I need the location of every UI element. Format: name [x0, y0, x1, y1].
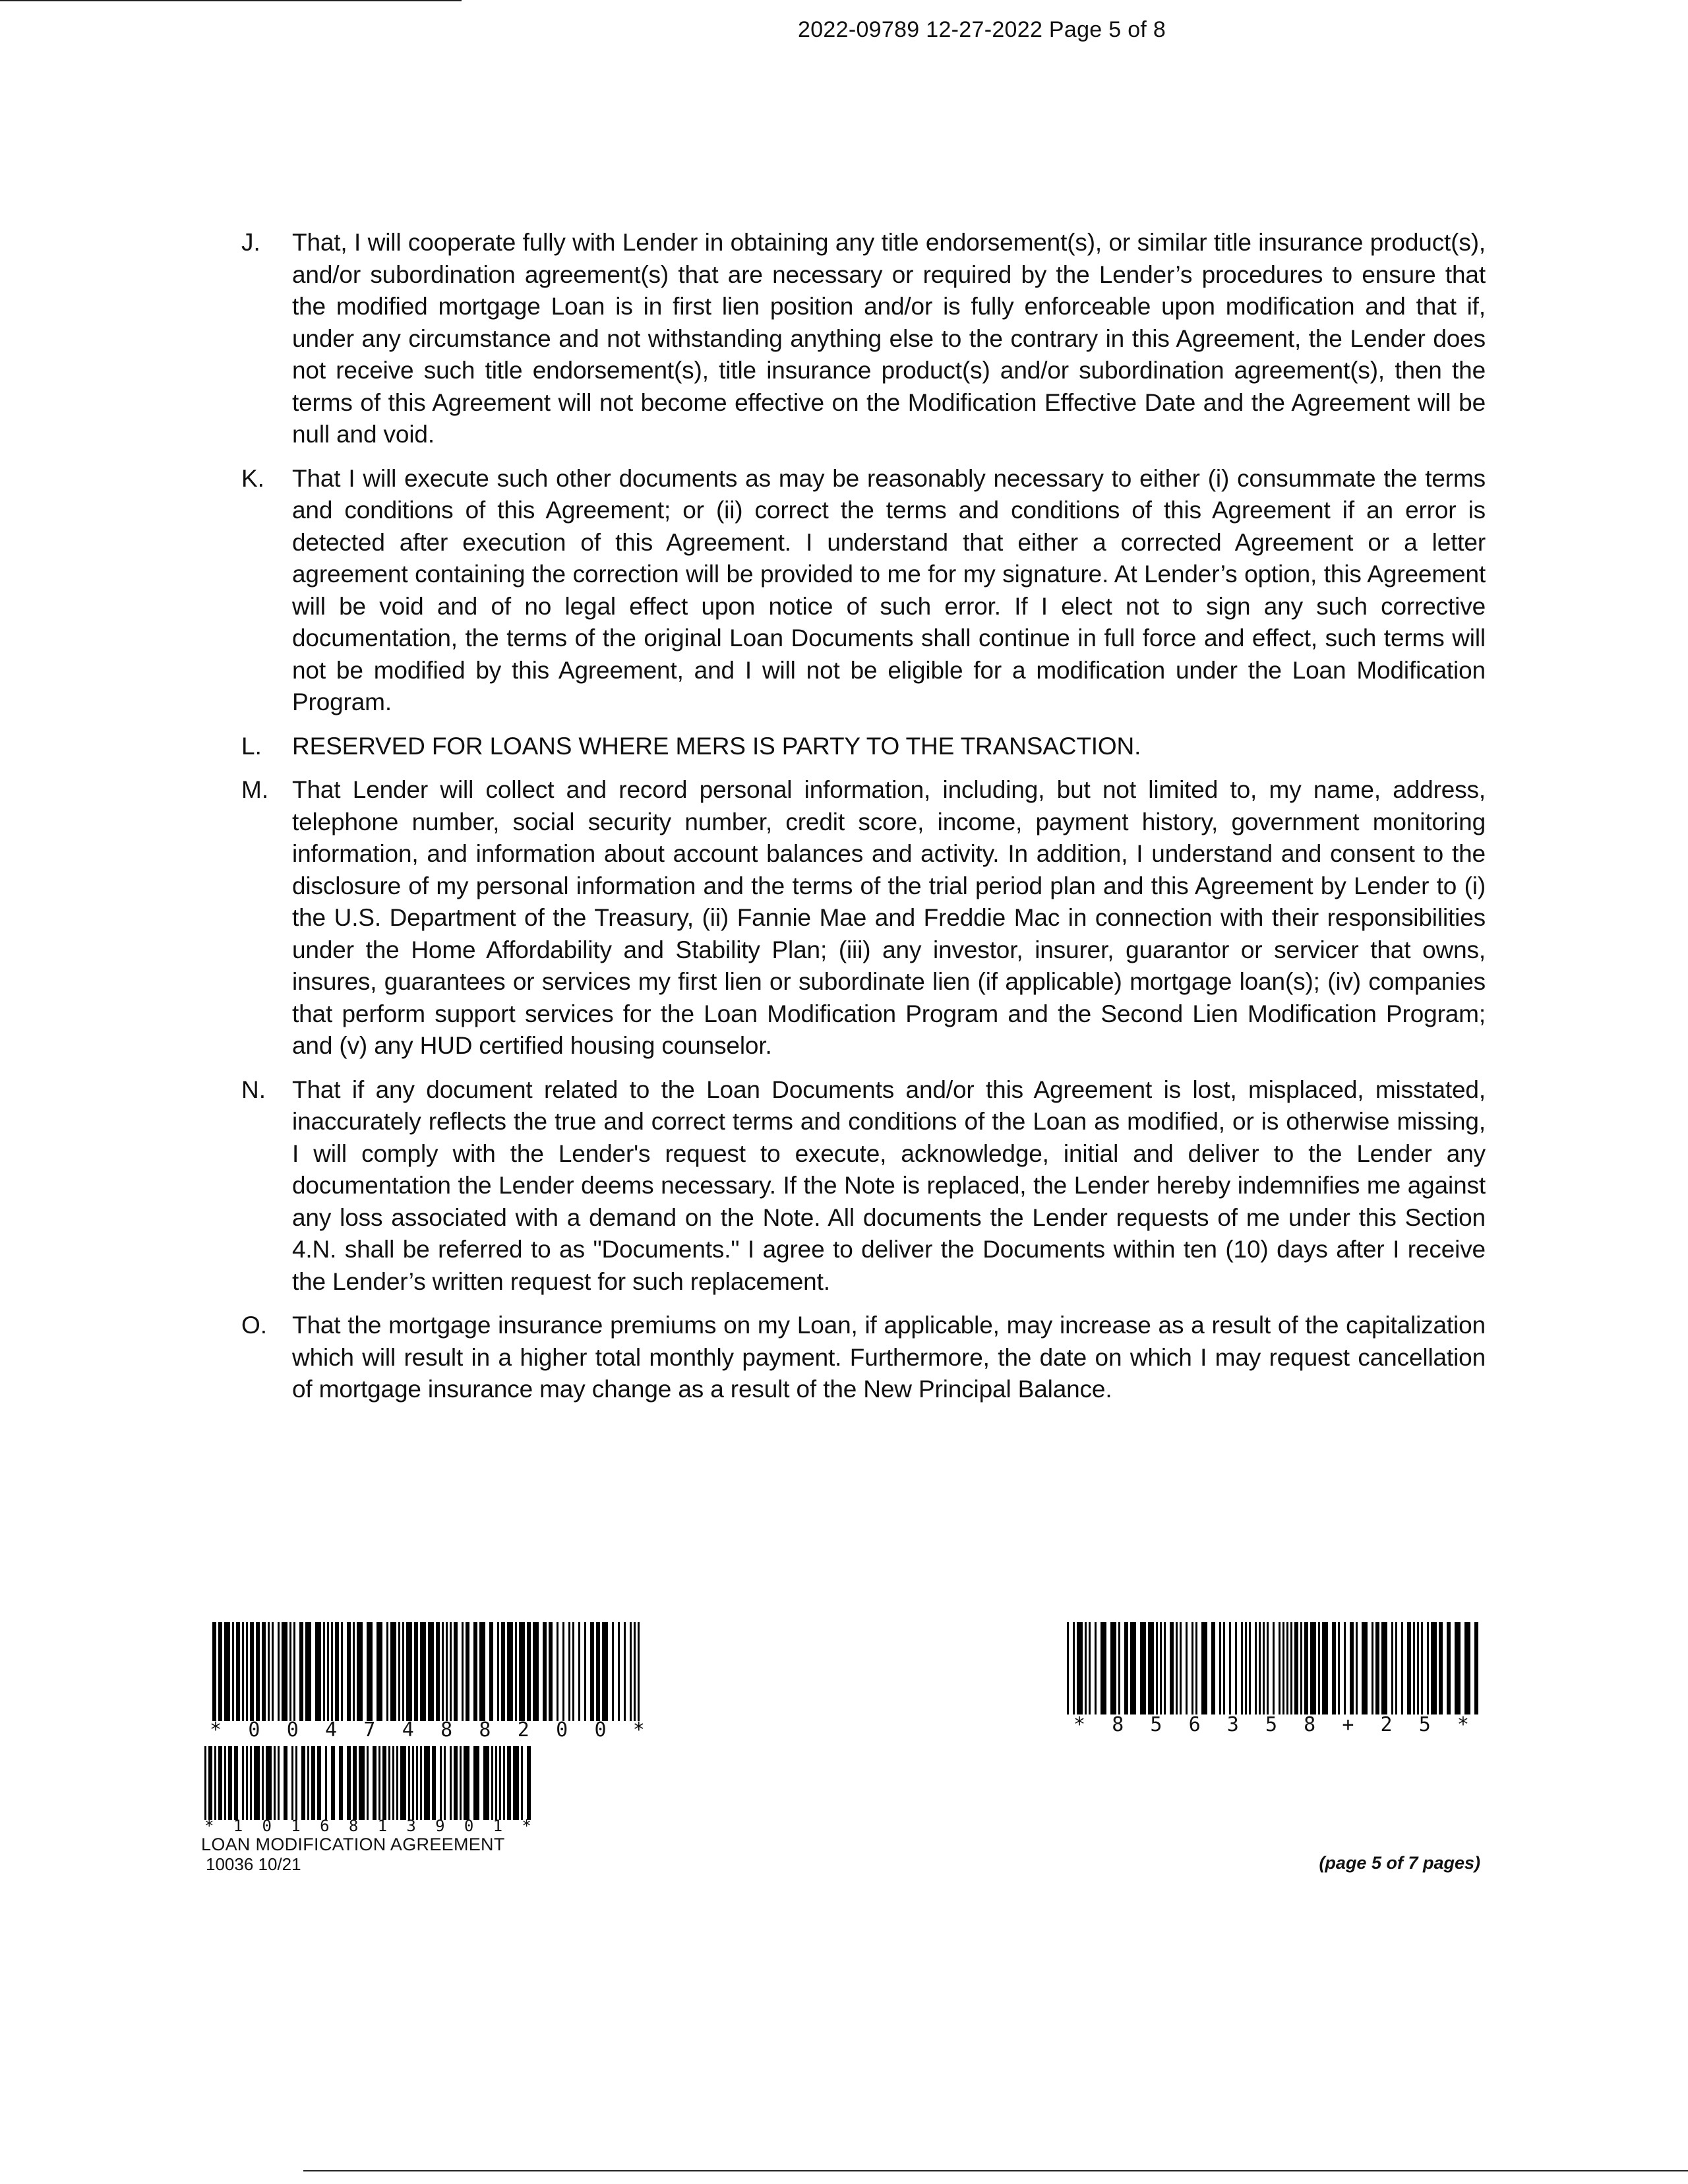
barcode-caption-char: 8 — [440, 1718, 453, 1742]
barcode-bar — [464, 1746, 469, 1820]
page-count: (page 5 of 7 pages) — [1319, 1853, 1480, 1873]
barcode-bar — [473, 1746, 479, 1820]
barcode-caption-char: * — [632, 1718, 645, 1742]
barcode-caption-char: 9 — [435, 1817, 445, 1835]
barcode-bar — [638, 1622, 640, 1721]
barcode-caption-char: 0 — [556, 1718, 568, 1742]
barcode-bar — [377, 1622, 382, 1721]
clause-list — [0, 227, 1688, 1418]
recording-stamp: 2022-09789 12-27-2022 Page 5 of 8 — [798, 17, 1166, 42]
clause-text: That if any document related to the Loan Documents and/or this Agreement is lost, misplaced, misstated, inaccurately reflects the true and correct terms and conditions of the Loan as modified, or is otherwise missing, I will comply with the Lender's request to execute, acknowledge, initial and deliver to the Lender any documentation the Lender deems necessary. If the Note is replaced, the Lender hereby indemnifies me against any loss associated with a demand on the Note. All documents the Lender requests of me under this Section 4.N. shall be referred to as "Documents." I agree to deliver the Documents within ten (10) days after I receive the Lender’s written request for such replacement. — [292, 1076, 1486, 1295]
barcode-bar — [1077, 1622, 1083, 1714]
barcode-caption-char: 0 — [594, 1718, 607, 1742]
clause-letter: L. — [241, 732, 262, 760]
barcode-bar — [1381, 1622, 1387, 1714]
barcode-bar — [602, 1622, 608, 1721]
barcode-bar — [1310, 1622, 1316, 1714]
barcode-bar — [359, 1746, 365, 1820]
clause-n — [0, 1074, 1688, 1298]
barcode-bar — [428, 1622, 434, 1721]
clause-text: That the mortgage insurance premiums on my Loan, if applicable, may increase as a result of the capitalization which will result in a higher total monthly payment. Furthermore, the date on which I may request cancellation of mortgage insurance may change as a result of the New Principal Balance. — [292, 1312, 1486, 1403]
clause-letter: M. — [241, 776, 269, 803]
barcode-bar — [1322, 1622, 1328, 1714]
barcode-caption-char: 1 — [493, 1817, 503, 1835]
barcode-bar — [527, 1746, 531, 1820]
clause-l — [0, 731, 1688, 763]
barcode-bar — [357, 1622, 363, 1721]
barcode-bar — [1474, 1622, 1478, 1714]
barcode-bar — [406, 1622, 412, 1721]
barcode-caption-char: 6 — [320, 1817, 330, 1835]
barcode-caption-char: 7 — [363, 1718, 376, 1742]
barcode-bar — [1130, 1622, 1136, 1714]
barcode-caption-char: 5 — [1150, 1713, 1162, 1736]
barcode-bar — [400, 1746, 406, 1820]
barcode-bar — [367, 1622, 373, 1721]
barcode-caption-char: 4 — [325, 1718, 338, 1742]
clause-text: RESERVED FOR LOANS WHERE MERS IS PARTY TO THE TRANSACTION. — [292, 732, 1141, 760]
clause-letter: N. — [241, 1076, 266, 1103]
barcode-bar — [513, 1746, 519, 1820]
barcode-caption-char: 2 — [517, 1718, 529, 1742]
barcode-bar — [519, 1622, 525, 1721]
clause-letter: O. — [241, 1312, 268, 1339]
barcode-bar — [305, 1622, 311, 1721]
barcode-caption-char: 8 — [1304, 1713, 1316, 1736]
form-code: 10036 10/21 — [206, 1854, 301, 1874]
barcode-bar — [507, 1622, 513, 1721]
clause-letter: K. — [241, 464, 264, 492]
barcode-bar — [254, 1746, 260, 1820]
barcode-reference — [1067, 1622, 1481, 1714]
top-edge-line — [0, 0, 462, 1]
barcode-reference-caption — [1073, 1713, 1469, 1736]
barcode-caption-char: 1 — [233, 1817, 243, 1835]
barcode-caption-char: 8 — [1112, 1713, 1124, 1736]
bottom-edge-line — [303, 2170, 1688, 2171]
barcode-bar — [1455, 1622, 1461, 1714]
form-title: LOAN MODIFICATION AGREEMENT — [201, 1835, 505, 1854]
barcode-caption-char: 4 — [402, 1718, 414, 1742]
barcode-document-id — [204, 1746, 531, 1820]
clause-k — [0, 463, 1688, 719]
barcode-loan-number — [212, 1622, 642, 1721]
clause-j — [0, 227, 1688, 451]
barcode-caption-char: 1 — [291, 1817, 301, 1835]
barcode-bar — [1201, 1622, 1207, 1714]
barcode-bar — [479, 1622, 485, 1721]
barcode-caption-char: 5 — [1418, 1713, 1431, 1736]
clause-letter: J. — [241, 229, 260, 256]
barcode-caption-char: 5 — [1265, 1713, 1277, 1736]
barcode-caption-char: 0 — [286, 1718, 299, 1742]
barcode-bar — [533, 1622, 539, 1721]
barcode-caption-char: 2 — [1380, 1713, 1393, 1736]
barcode-caption-char: + — [1342, 1713, 1354, 1736]
barcode-caption-char: * — [210, 1718, 222, 1742]
barcode-caption-char: 8 — [479, 1718, 491, 1742]
barcode-caption-char: 0 — [464, 1817, 474, 1835]
barcode-caption-char: * — [522, 1817, 531, 1835]
barcode-caption-char: * — [1457, 1713, 1469, 1736]
barcode-bar — [224, 1622, 230, 1721]
clause-m — [0, 774, 1688, 1062]
clause-text: That, I will cooperate fully with Lender in obtaining any title endorsement(s), or similar title insurance product(s), and/or subordination agreement(s) that are necessary or required by the Lender’s procedures to ensure that the modified mortgage Loan is in first lien position and/or is fully enforceable upon modification and that if, under any circumstance and not withstanding anything else to the contrary in this Agreement, the Lender does not receive such title endorsement(s), title insurance product(s) and/or subordination agreement(s), then the terms of this Agreement will not become effective on the Modification Effective Date and the Agreement will be null and void. — [292, 229, 1486, 448]
barcode-loan-number-caption — [210, 1718, 645, 1742]
barcode-document-id-caption — [204, 1817, 531, 1835]
barcode-bar — [266, 1746, 272, 1820]
barcode-bar — [1140, 1622, 1146, 1714]
barcode-bar — [390, 1622, 396, 1721]
barcode-caption-char: 3 — [1226, 1713, 1239, 1736]
barcode-bar — [1362, 1622, 1368, 1714]
barcode-bar — [1464, 1622, 1470, 1714]
clause-o — [0, 1310, 1688, 1406]
barcode-bar — [1100, 1622, 1106, 1714]
barcode-bar — [1431, 1622, 1437, 1714]
clause-text: That I will execute such other documents as may be reasonably necessary to either (i) consummate the terms and conditions of this Agreement; or (ii) correct the terms and conditions of this Agreement if an error is detected after execution of this Agreement. I understand that either a corrected Agreement or a letter agreement containing the correction will be provided to me for my signature. At Lender’s option, this Agreement will be void and of no legal effect upon notice of such error. If I elect not to sign any such corrective documentation, the terms of the original Loan Documents shall continue in full force and effect, such terms will not be modified by this Agreement, and I will not be eligible for a modification under the Loan Modification Program. — [292, 464, 1486, 715]
barcode-caption-char: 0 — [262, 1817, 272, 1835]
barcode-bar — [282, 1622, 287, 1721]
barcode-caption-char: 0 — [248, 1718, 260, 1742]
barcode-caption-char: 8 — [348, 1817, 359, 1835]
barcode-caption-char: 3 — [406, 1817, 416, 1835]
barcode-caption-char: 6 — [1188, 1713, 1201, 1736]
barcode-bar — [420, 1622, 426, 1721]
clause-text: That Lender will collect and record personal information, including, but not limited to, my name, address, telephone number, social security number, credit score, income, payment history, government monitoring information, and information about account balances and activity. In addition, I understand and consent to the disclosure of my personal information and the terms of the trial period plan and this Agreement by Lender to (i) the U.S. Department of the Treasury, (ii) Fannie Mae and Freddie Mac in connection with their responsibilities under the Home Affordability and Stability Plan; (iii) any investor, insurer, guarantor or servicer that owns, insures, guarantees or services my first lien or subordinate lien (if applicable) mortgage loan(s); (iv) companies that perform support services for the Loan Modification Program and the Second Lien Modification Program; and (v) any HUD certified housing counselor. — [292, 776, 1486, 1059]
barcode-bar — [483, 1746, 489, 1820]
barcode-caption-char: * — [1073, 1713, 1086, 1736]
barcode-bar — [1148, 1622, 1154, 1714]
barcode-caption-char: 1 — [377, 1817, 388, 1835]
barcode-bar — [1110, 1622, 1116, 1714]
barcode-bar — [424, 1746, 430, 1820]
barcode-caption-char: * — [204, 1817, 214, 1835]
barcode-bar — [315, 1622, 321, 1721]
